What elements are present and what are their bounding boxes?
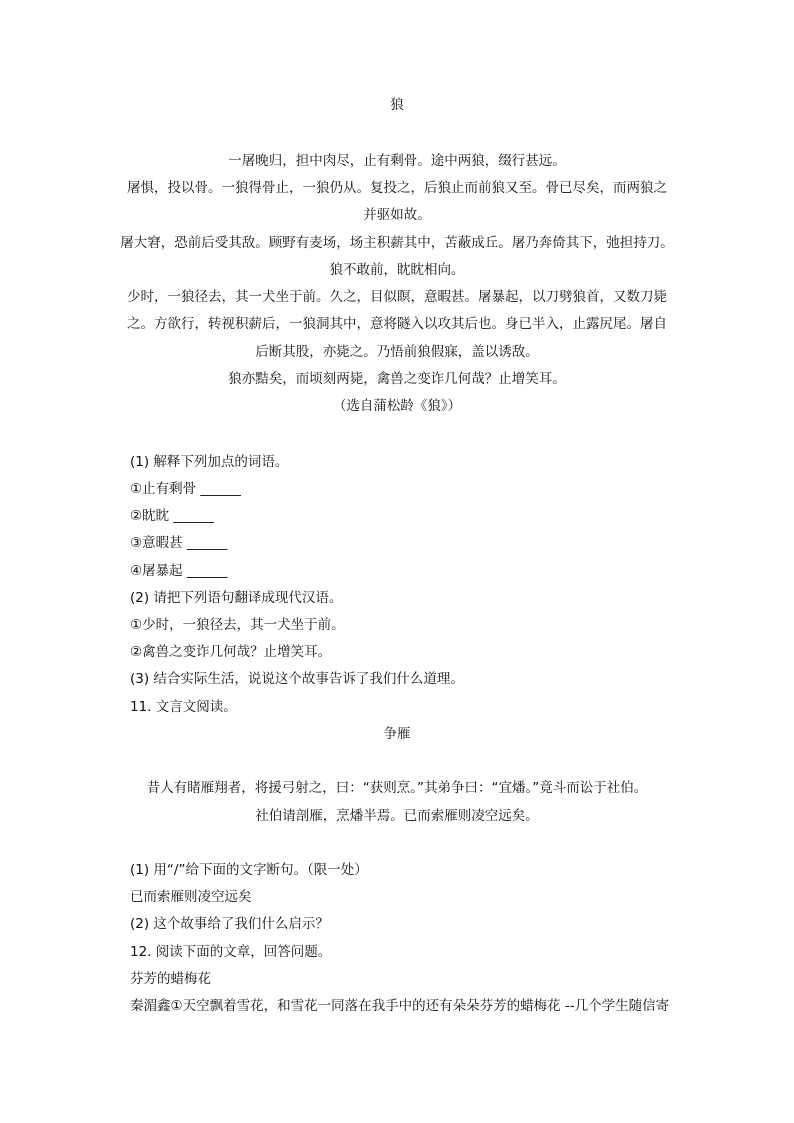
paragraph-line: 社伯请剖雁，烹燔半焉。已而索雁则凌空远矣。 — [255, 808, 539, 824]
answer-blank: ③意暇甚 ______ — [130, 535, 228, 551]
translation-item: ②禽兽之变诈几何哉？止增笑耳。 — [130, 644, 332, 660]
paragraph-line: 狼亦黠矣，而顷刻两毙，禽兽之变诈几何哉？止增笑耳。 — [228, 371, 566, 387]
paragraph-line: 并驱如故。 — [363, 207, 431, 223]
sub-question: (3) 结合实际生活，说说这个故事告诉了我们什么道理。 — [130, 671, 464, 687]
passage-title: 狼 — [390, 97, 404, 113]
paragraph-line: 屠惧，投以骨。一狼得骨止，一狼仍从。复投之，后狼止而前狼又至。骨已尽矣，而两狼之 — [127, 180, 667, 196]
paragraph-line: 昔人有睹雁翔者，将援弓射之，曰：“获则烹。”其弟争曰：“宜燔。”竟斗而讼于社伯。 — [146, 780, 648, 796]
question-label: 11. 文言文阅读。 — [130, 699, 237, 715]
paragraph-line: 秦湄鑫①天空飘着雪花，和雪花一同落在我手中的还有朵朵芬芳的蜡梅花 --几个学生随信寄 — [130, 998, 670, 1014]
translation-item: ①少时，一狼径去，其一犬坐于前。 — [130, 617, 345, 633]
paragraph-line: 少时，一狼径去，其一犬坐于前。久之，目似瞑，意暇甚。屠暴起，以刀劈狼首，又数刀毙 — [127, 289, 667, 305]
answer-blank: ④屠暴起 ______ — [130, 563, 228, 579]
paragraph-line: 后断其股，亦毙之。乃悟前狼假寐，盖以诱敌。 — [255, 344, 539, 360]
paragraph-line: 狼不敢前，眈眈相向。 — [329, 262, 465, 278]
sub-question: (1) 用“/”给下面的文字断句。（限一处） — [130, 862, 368, 878]
article-title: 芬芳的蜡梅花 — [130, 971, 211, 987]
source-citation: （选自蒲松龄《狼》） — [332, 398, 462, 414]
paragraph-line: 之。方欲行，转视积薪后，一狼洞其中，意将隧入以攻其后也。身已半入，止露尻尾。屠自 — [127, 316, 667, 332]
paragraph-line: 屠大窘，恐前后受其敌。顾野有麦场，场主积薪其中，苫蔽成丘。屠乃奔倚其下，弛担持刀。 — [120, 235, 674, 251]
sub-question: (1) 解释下列加点的词语。 — [130, 454, 289, 470]
paragraph-line: 一屠晚归，担中肉尽，止有剩骨。途中两狼，缀行甚远。 — [228, 153, 566, 169]
sub-question: (2) 请把下列语句翻译成现代汉语。 — [130, 590, 343, 606]
passage-title: 争雁 — [383, 726, 411, 742]
answer-blank: ②眈眈 ______ — [130, 508, 214, 524]
answer-blank: ①止有剩骨 ______ — [130, 481, 241, 497]
question-label: 12. 阅读下面的文章，回答问题。 — [130, 944, 332, 960]
sentence-to-punctuate: 已而索雁则凌空远矣 — [130, 889, 252, 905]
sub-question: (2) 这个故事给了我们什么启示？ — [130, 916, 329, 932]
